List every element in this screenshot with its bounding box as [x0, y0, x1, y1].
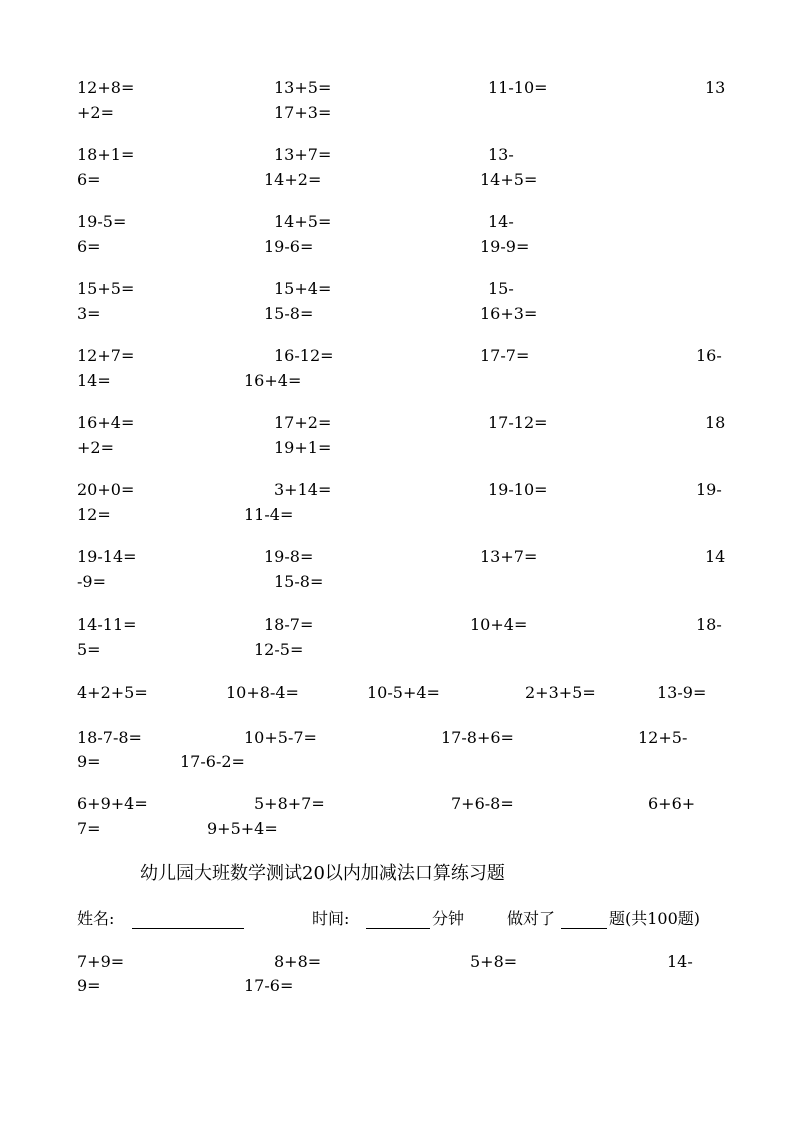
correct-label: 做对了 — [507, 909, 556, 928]
problem: 14+5= — [480, 170, 538, 189]
problem: 7= — [77, 819, 101, 838]
problem: 4+2+5= — [77, 683, 148, 702]
problem: 17-8+6= — [441, 728, 514, 747]
problem: 10+8-4= — [226, 683, 299, 702]
problem: 15-8= — [274, 572, 324, 591]
problem: 6= — [77, 170, 101, 189]
problem: 15+5= — [77, 279, 135, 298]
problem: 19-6= — [264, 237, 314, 256]
problem: 18- — [696, 615, 722, 634]
problem: 17-6-2= — [180, 752, 245, 771]
problem: 6+9+4= — [77, 794, 148, 813]
problem: 17+2= — [274, 413, 332, 432]
problem: 7+6-8= — [451, 794, 514, 813]
problem: 8+8= — [274, 952, 322, 971]
problem: 14 — [705, 547, 726, 566]
problem: 12+5- — [638, 728, 688, 747]
problem: 19-14= — [77, 547, 137, 566]
total-label: 题(共100题) — [609, 909, 701, 928]
problem: 3= — [77, 304, 101, 323]
problem: 16+4= — [244, 371, 302, 390]
problem: 14- — [667, 952, 693, 971]
problem: 12+8= — [77, 78, 135, 97]
problem: 14+5= — [274, 212, 332, 231]
problem: 11-10= — [488, 78, 548, 97]
problem: 15+4= — [274, 279, 332, 298]
problem: 9= — [77, 752, 101, 771]
problem: 6+6+ — [648, 794, 696, 813]
problem: 10-5+4= — [367, 683, 440, 702]
problem: 18+1= — [77, 145, 135, 164]
time-blank[interactable] — [366, 909, 430, 929]
problem: 18-7-8= — [77, 728, 142, 747]
problem: 19+1= — [274, 438, 332, 457]
problem: 17-12= — [488, 413, 548, 432]
problem: 5= — [77, 640, 101, 659]
problem: 17+3= — [274, 103, 332, 122]
name-label: 姓名: — [77, 909, 115, 928]
problem: 18-7= — [264, 615, 314, 634]
problem: 14+2= — [264, 170, 322, 189]
problem: 5+8+7= — [254, 794, 325, 813]
problem: 15- — [488, 279, 514, 298]
problem: 16-12= — [274, 346, 334, 365]
problem: 13+5= — [274, 78, 332, 97]
problem: +2= — [77, 438, 114, 457]
name-blank[interactable] — [132, 909, 244, 929]
problem: 9= — [77, 976, 101, 995]
problem: 19- — [696, 480, 722, 499]
problem: 12= — [77, 505, 111, 524]
problem: 16+3= — [480, 304, 538, 323]
problem: -9= — [77, 572, 106, 591]
correct-blank[interactable] — [561, 909, 607, 929]
problem: 12+7= — [77, 346, 135, 365]
problem: 16+4= — [77, 413, 135, 432]
problem: 13+7= — [274, 145, 332, 164]
problem: 15-8= — [264, 304, 314, 323]
minutes-label: 分钟 — [432, 909, 465, 928]
problem: 10+5-7= — [244, 728, 317, 747]
problem: 17-7= — [480, 346, 530, 365]
problem: 18 — [705, 413, 726, 432]
problem: 14= — [77, 371, 111, 390]
problem: 12-5= — [254, 640, 304, 659]
problem: 17-6= — [244, 976, 294, 995]
problem: 6= — [77, 237, 101, 256]
problem: 20+0= — [77, 480, 135, 499]
problem: 16- — [696, 346, 722, 365]
problem: 3+14= — [274, 480, 332, 499]
problem: +2= — [77, 103, 114, 122]
problem: 19-5= — [77, 212, 127, 231]
problem: 19-8= — [264, 547, 314, 566]
time-label: 时间: — [312, 909, 350, 928]
problem: 13 — [705, 78, 726, 97]
problem: 11-4= — [244, 505, 294, 524]
problem: 19-9= — [480, 237, 530, 256]
problem: 5+8= — [470, 952, 518, 971]
problem: 2+3+5= — [525, 683, 596, 702]
problem: 13+7= — [480, 547, 538, 566]
problem: 19-10= — [488, 480, 548, 499]
problem: 13- — [488, 145, 514, 164]
problem: 14- — [488, 212, 514, 231]
problem: 13-9= — [657, 683, 707, 702]
problem: 10+4= — [470, 615, 528, 634]
section-title: 幼儿园大班数学测试20以内加减法口算练习题 — [140, 863, 505, 884]
problem: 14-11= — [77, 615, 137, 634]
problem: 9+5+4= — [207, 819, 278, 838]
problem: 7+9= — [77, 952, 125, 971]
